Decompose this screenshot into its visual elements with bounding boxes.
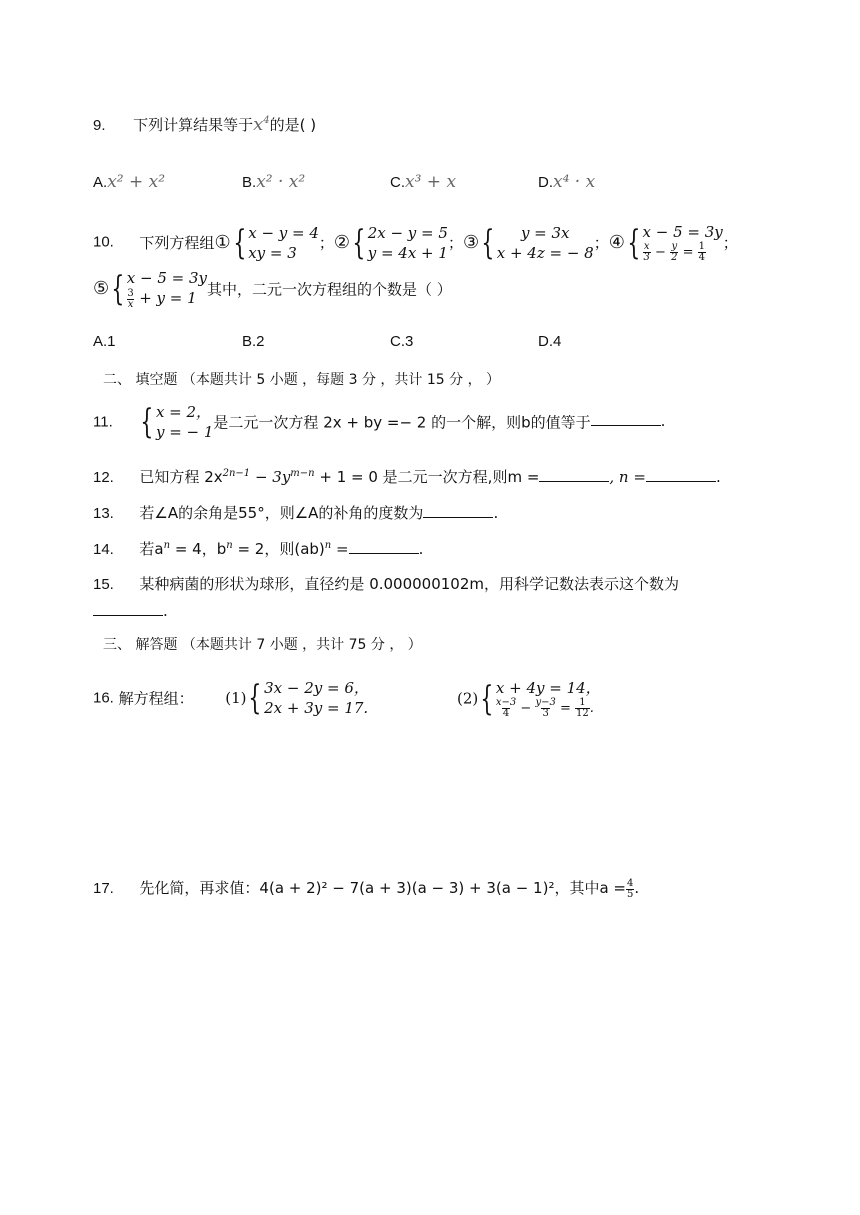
q17-value: $\frac{4}{5}$ — [627, 877, 634, 900]
q16-part2-label: (2) — [457, 689, 479, 708]
q11-answer-blank[interactable] — [591, 411, 661, 426]
q13-number: 13. — [93, 505, 114, 522]
q9-option-b — [242, 172, 305, 192]
q10-system-5-row1: x − 5 = 3y — [126, 269, 208, 287]
q9-option-a — [93, 172, 165, 192]
q14-sup2: n — [226, 540, 233, 551]
q10-system-1-mark: ① — [214, 232, 231, 253]
q13 — [93, 502, 498, 523]
q14-end: . — [418, 540, 424, 558]
q14-rest: = 2，则(ab) — [232, 540, 325, 558]
q10-system-2-row1: 2x − y = 5 — [367, 223, 448, 242]
q9-option-d — [538, 172, 595, 192]
q9-expr: $x^4$ — [253, 114, 270, 135]
q10-tail: 其中，二元一次方程组的个数是（ ） — [207, 280, 452, 299]
q10-system-4-row2: $\frac{x}{3}$ − $\frac{y}{2}$ = $\frac{1}{4}$ — [643, 241, 705, 263]
q12-end: . — [715, 468, 721, 486]
q10-system-4-row1: x − 5 = 3y — [642, 223, 723, 241]
q17: 17. 先化简，再求值：4(a + 2)² − 7(a + 3)(a − 3) + 3(a − 1)²，其中a = $\frac{4}{5}$ . — [93, 877, 640, 900]
q16-part2 — [457, 678, 601, 719]
q9-text-before: 下列计算结果等于 — [133, 116, 254, 134]
q9-option-a-label: A. — [93, 174, 108, 191]
q12-answer-blank-n[interactable] — [646, 467, 716, 482]
q16-part2-row2: $\frac{x-3}{4}$ − $\frac{y-3}{3}$ = $\frac{1}{12}$ . — [495, 697, 594, 719]
q10-system-3-row1: y = 3x — [520, 223, 570, 242]
q17-text: 先化简，再求值：4(a + 2)² − 7(a + 3)(a − 3) + 3(a − 1)²，其中a = — [139, 879, 626, 897]
q9-option-c-label: C. — [390, 174, 405, 191]
q14-answer-blank[interactable] — [349, 539, 419, 554]
q10-system-3-row2: x + 4z = − 8 — [496, 243, 594, 262]
q11-row1: x = 2， — [155, 403, 212, 421]
q12-text: 已知方程 2x — [139, 468, 223, 486]
q11 — [93, 402, 665, 442]
q10-system-3-mark: ③ — [462, 232, 480, 253]
q11-end: . — [660, 412, 666, 430]
q9-option-b-expr: x² · x² — [256, 172, 306, 192]
q10-text: 下列方程组 — [139, 234, 215, 252]
q10-option-b: B.2 — [242, 333, 265, 350]
q10-system-1: ① { x − y = 4 xy = 3 ； — [214, 222, 334, 263]
q14-mid: = 4，b — [170, 540, 227, 558]
q16-part1-row2: 2x + 3y = 17. — [264, 699, 369, 717]
section-3-heading: 三、 解答题 （本题共计 7 小题 ，共计 75 分 ， ） — [103, 637, 422, 653]
q10-stem — [93, 222, 738, 263]
q16-part1-system: { 3x − 2y = 6， 2x + 3y = 17. — [248, 678, 369, 718]
q10-number: 10. — [93, 233, 114, 251]
q12 — [93, 466, 721, 487]
q11-system: { x = 2， y = − 1 — [140, 402, 214, 442]
q10-system-5-mark: ⑤ — [93, 278, 110, 300]
q12-mid: − 3y — [250, 468, 291, 486]
q14 — [93, 538, 423, 559]
q12-rest: + 1 = 0 是二元一次方程,则m = — [314, 468, 540, 486]
q16 — [93, 678, 369, 718]
q10-system-5: ⑤ { x − 5 = 3y $\frac{3}{x}$ + y = 1 — [93, 268, 208, 310]
q10-option-a: A.1 — [93, 333, 116, 350]
q15-number: 15. — [93, 576, 114, 593]
q9-option-d-label: D. — [538, 174, 553, 191]
q13-answer-blank[interactable] — [423, 503, 493, 518]
q11-text: 是二元一次方程 2x + by =− 2 的一个解，则b的值等于 — [213, 413, 591, 432]
q17-number: 17. — [93, 880, 114, 897]
section-2-heading: 二、 填空题 （本题共计 5 小题 ，每题 3 分 ，共计 15 分 ， ） — [103, 372, 501, 388]
q9-number: 9. — [93, 117, 106, 134]
q16-part2-system: { x + 4y = 14， $\frac{x-3}{4}$ − $\frac{y-3}{3}$ = $\frac{1}{12}$ . — [480, 678, 601, 719]
q10-sep-3: ； — [593, 234, 609, 252]
q12-exp1: 2n−1 — [222, 468, 251, 479]
q10-system-5-line — [93, 268, 452, 310]
q15-answer-line — [93, 601, 168, 620]
q13-end: . — [493, 504, 499, 522]
q14-eq: = — [331, 540, 349, 558]
q12-answer-blank-m[interactable] — [539, 467, 609, 482]
q9-option-c-expr: x³ + x — [405, 172, 457, 192]
q10-sep-2: ； — [447, 234, 463, 252]
q10-system-3: ③ { y = 3x x + 4z = − 8 ； — [462, 222, 609, 263]
q16-part1-row1: 3x − 2y = 6， — [264, 679, 369, 697]
q10-sep-4: ； — [722, 234, 738, 252]
q10-system-5-row2: $\frac{3}{x}$ + y = 1 — [127, 287, 197, 310]
q10-system-1-row2: xy = 3 — [248, 243, 297, 262]
q10-system-2: ② { 2x − y = 5 y = 4x + 1 ； — [333, 222, 463, 263]
q10-sep-1: ； — [318, 234, 334, 252]
q15-answer-blank[interactable] — [93, 601, 163, 616]
q15-text: 某种病菌的形状为球形，直径约是 0.000000102m，用科学记数法表示这个数为 — [139, 575, 680, 593]
q9-text-after: 的是( ) — [269, 116, 317, 134]
q10-system-2-row2: y = 4x + 1 — [367, 243, 448, 262]
q10-system-1-row1: x − y = 4 — [248, 223, 319, 242]
q9-option-b-label: B. — [242, 174, 257, 191]
q10-system-2-mark: ② — [333, 232, 351, 253]
q11-row2: y = − 1 — [155, 423, 214, 441]
q12-exp2: m−n — [290, 468, 315, 479]
q16-number: 16. — [93, 689, 114, 707]
q10-option-c: C.3 — [390, 333, 414, 350]
q15-end: . — [163, 602, 168, 620]
q12-comma: , n = — [609, 468, 646, 486]
q14-sup1: n — [163, 540, 171, 551]
q11-number: 11. — [93, 413, 113, 431]
q13-text: 若∠A的余角是55°，则∠A的补角的度数为 — [139, 504, 424, 522]
q14-sup3: n — [324, 540, 332, 551]
q16-text: 解方程组： — [118, 689, 194, 708]
q9-option-d-expr: x⁴ · x — [553, 172, 596, 192]
q9-option-c — [390, 172, 456, 192]
q16-part1-label: (1) — [225, 689, 247, 707]
q15 — [93, 573, 679, 594]
q9-option-a-expr: x² + x² — [107, 172, 166, 192]
q9-stem — [93, 114, 316, 135]
q10-option-d: D.4 — [538, 333, 562, 350]
q10-system-4-mark: ④ — [608, 232, 625, 253]
q16-part2-row1: x + 4y = 14， — [495, 679, 601, 697]
q12-number: 12. — [93, 469, 114, 486]
q14-number: 14. — [93, 541, 114, 558]
q14-text: 若a — [139, 540, 164, 558]
q10-system-4: ④ { x − 5 = 3y $\frac{x}{3}$ − $\frac{y}{2}$ = $\frac{1}{4}$ ； — [608, 222, 738, 263]
